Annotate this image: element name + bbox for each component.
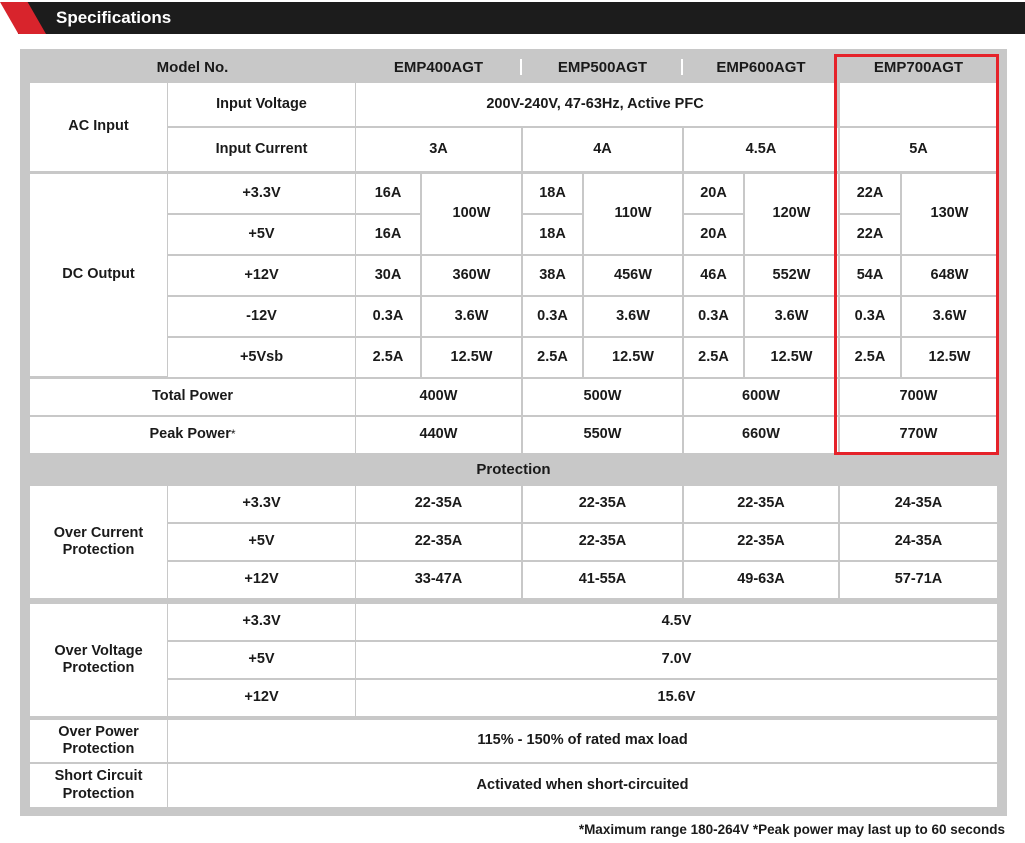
rail-watts: 456W bbox=[584, 256, 682, 295]
input-current-2: 4.5A bbox=[684, 128, 838, 171]
rail-name: +5V bbox=[168, 215, 355, 254]
rail-amps: 2.5A bbox=[684, 338, 743, 377]
ocp-value: 22-35A bbox=[684, 486, 838, 522]
ocp-label bbox=[30, 486, 167, 598]
scp-label-line1: Short Circuit bbox=[54, 768, 143, 785]
peak-power-label bbox=[30, 417, 355, 453]
rail-watts: 3.6W bbox=[902, 297, 997, 336]
combined-3v3-5v-watts: 120W bbox=[745, 174, 838, 254]
spec-grid bbox=[20, 49, 1007, 816]
ocp-label-line2: Protection bbox=[62, 542, 135, 558]
peak-power-1: 550W bbox=[523, 417, 682, 453]
rail-amps: 0.3A bbox=[684, 297, 743, 336]
scp-label bbox=[30, 764, 167, 807]
section-title: Specifications bbox=[56, 8, 172, 27]
rail-amps: 54A bbox=[840, 256, 900, 295]
ocp-value: 24-35A bbox=[840, 486, 997, 522]
rail-watts: 552W bbox=[745, 256, 838, 295]
input-voltage-label: Input Voltage bbox=[168, 83, 355, 126]
opp-label-line1: Over Power bbox=[58, 723, 139, 740]
rail-watts: 360W bbox=[422, 256, 521, 295]
total-power-3: 700W bbox=[840, 379, 997, 415]
combined-3v3-5v-watts: 110W bbox=[584, 174, 682, 254]
rail-amps: 22A bbox=[840, 174, 900, 213]
ocp-rail: +5V bbox=[168, 524, 355, 560]
ovp-value: 4.5V bbox=[356, 604, 997, 640]
ovp-label bbox=[30, 604, 167, 716]
input-current-label: Input Current bbox=[168, 128, 355, 171]
rail-watts: 12.5W bbox=[902, 338, 997, 377]
rail-amps: 16A bbox=[356, 215, 420, 254]
ocp-value: 33-47A bbox=[356, 562, 521, 598]
ac-input-label: AC Input bbox=[30, 83, 167, 171]
input-voltage-blank bbox=[840, 83, 997, 126]
rail-amps: 46A bbox=[684, 256, 743, 295]
header-model-1: EMP500AGT bbox=[523, 55, 682, 81]
rail-amps: 0.3A bbox=[840, 297, 900, 336]
header-model-no: Model No. bbox=[30, 55, 355, 81]
combined-3v3-5v-watts: 100W bbox=[422, 174, 521, 254]
protection-title: Protection bbox=[30, 456, 997, 483]
dc-output-label: DC Output bbox=[30, 174, 167, 376]
scp-value: Activated when short-circuited bbox=[168, 764, 997, 807]
ovp-rail: +12V bbox=[168, 680, 355, 716]
ovp-label-line2: Protection bbox=[62, 660, 135, 676]
section-banner bbox=[0, 0, 1025, 34]
ovp-value: 7.0V bbox=[356, 642, 997, 678]
peak-power-0: 440W bbox=[356, 417, 521, 453]
ocp-value: 22-35A bbox=[356, 524, 521, 560]
peak-power-text: Peak Power bbox=[149, 426, 231, 443]
rail-amps: 0.3A bbox=[523, 297, 582, 336]
rail-amps: 18A bbox=[523, 174, 582, 213]
rail-amps: 16A bbox=[356, 174, 420, 213]
ovp-label-line1: Over Voltage bbox=[54, 642, 143, 659]
ocp-value: 22-35A bbox=[684, 524, 838, 560]
rail-watts: 648W bbox=[902, 256, 997, 295]
rail-amps: 20A bbox=[684, 215, 743, 254]
rail-amps: 20A bbox=[684, 174, 743, 213]
combined-3v3-5v-watts: 130W bbox=[902, 174, 997, 254]
rail-amps: 38A bbox=[523, 256, 582, 295]
footnote: *Maximum range 180-264V *Peak power may last up to 60 seconds bbox=[578, 822, 1005, 837]
spec-table bbox=[20, 49, 1007, 816]
rail-name: +12V bbox=[168, 256, 355, 295]
rail-watts: 3.6W bbox=[422, 297, 521, 336]
rail-amps: 0.3A bbox=[356, 297, 420, 336]
total-power-0: 400W bbox=[356, 379, 521, 415]
rail-watts: 12.5W bbox=[745, 338, 838, 377]
rail-name: -12V bbox=[168, 297, 355, 336]
ocp-rail: +3.3V bbox=[168, 486, 355, 522]
rail-name: +5Vsb bbox=[168, 338, 355, 377]
header-model-0: EMP400AGT bbox=[356, 55, 521, 81]
rail-amps: 2.5A bbox=[840, 338, 900, 377]
rail-amps: 2.5A bbox=[356, 338, 420, 377]
peak-power-3: 770W bbox=[840, 417, 997, 453]
rail-name: +3.3V bbox=[168, 174, 355, 213]
ocp-value: 57-71A bbox=[840, 562, 997, 598]
header-separator bbox=[681, 59, 683, 75]
header-separator bbox=[520, 59, 522, 75]
ocp-rail: +12V bbox=[168, 562, 355, 598]
peak-power-2: 660W bbox=[684, 417, 838, 453]
header-model-3: EMP700AGT bbox=[840, 55, 997, 81]
rail-amps: 18A bbox=[523, 215, 582, 254]
ocp-label-line1: Over Current bbox=[53, 524, 144, 541]
rail-watts: 12.5W bbox=[422, 338, 521, 377]
ocp-value: 49-63A bbox=[684, 562, 838, 598]
rail-watts: 12.5W bbox=[584, 338, 682, 377]
rail-amps: 22A bbox=[840, 215, 900, 254]
ocp-value: 22-35A bbox=[523, 524, 682, 560]
total-power-2: 600W bbox=[684, 379, 838, 415]
opp-label bbox=[30, 720, 167, 762]
ovp-value: 15.6V bbox=[356, 680, 997, 716]
opp-value: 115% - 150% of rated max load bbox=[168, 720, 997, 762]
input-voltage-value: 200V-240V, 47-63Hz, Active PFC bbox=[356, 83, 834, 126]
ocp-value: 24-35A bbox=[840, 524, 997, 560]
input-current-1: 4A bbox=[523, 128, 682, 171]
rail-amps: 2.5A bbox=[523, 338, 582, 377]
header-model-2: EMP600AGT bbox=[684, 55, 838, 81]
rail-amps: 30A bbox=[356, 256, 420, 295]
ovp-rail: +3.3V bbox=[168, 604, 355, 640]
ovp-rail: +5V bbox=[168, 642, 355, 678]
ocp-value: 22-35A bbox=[356, 486, 521, 522]
peak-power-asterisk: * bbox=[230, 427, 236, 441]
opp-label-line2: Protection bbox=[62, 741, 135, 757]
total-power-label: Total Power bbox=[30, 379, 355, 415]
input-current-3: 5A bbox=[840, 128, 997, 171]
ocp-value: 41-55A bbox=[523, 562, 682, 598]
total-power-1: 500W bbox=[523, 379, 682, 415]
input-current-0: 3A bbox=[356, 128, 521, 171]
rail-watts: 3.6W bbox=[745, 297, 838, 336]
rail-watts: 3.6W bbox=[584, 297, 682, 336]
scp-label-line2: Protection bbox=[62, 785, 135, 802]
ocp-value: 22-35A bbox=[523, 486, 682, 522]
